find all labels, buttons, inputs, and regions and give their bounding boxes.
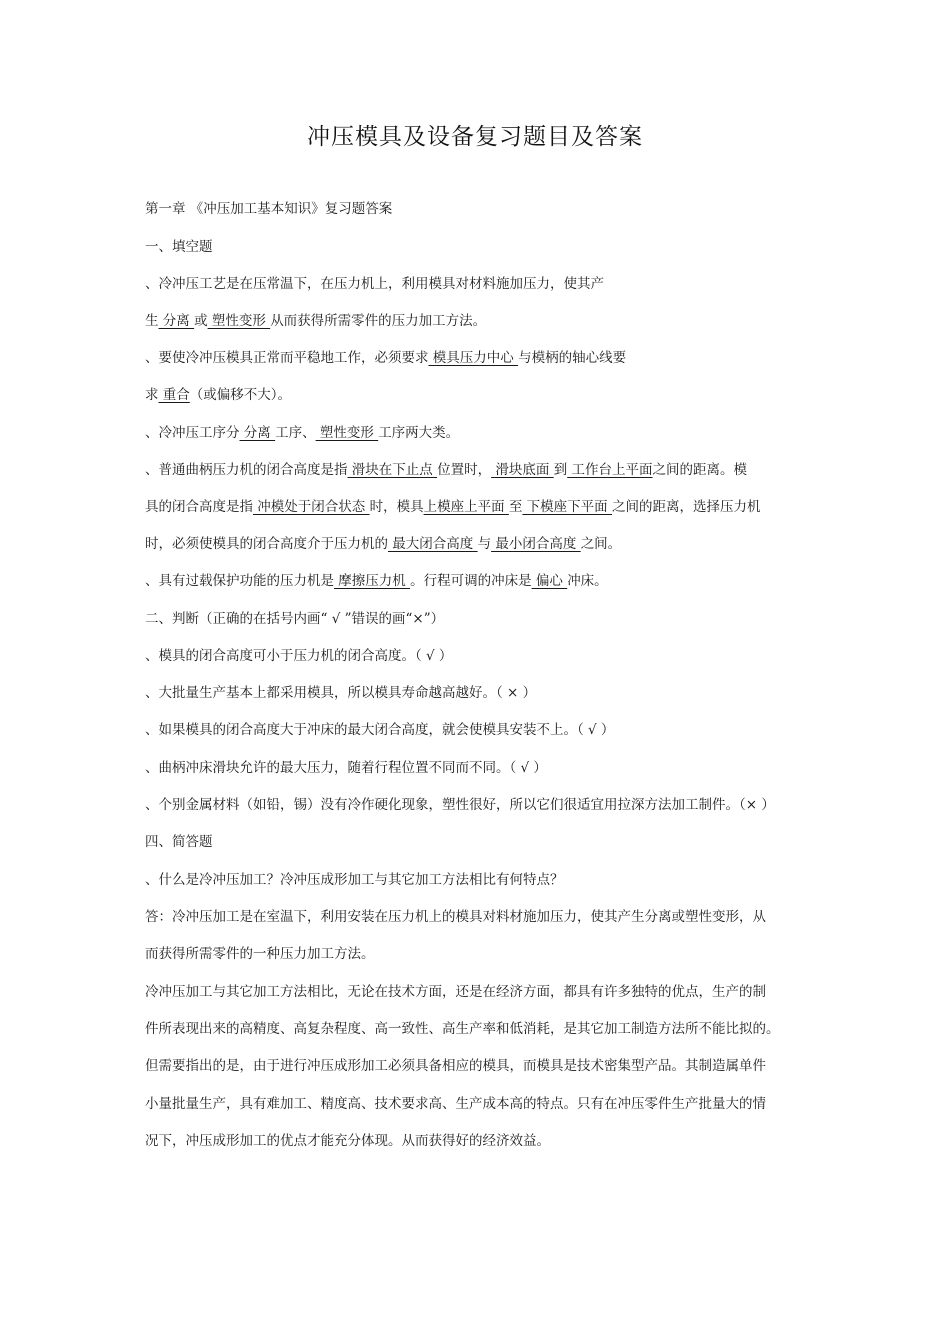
fill-q2-line1: 、要使冷冲压模具正常而平稳地工作，必须要求 模具压力中心 与模柄的轴心线要 (145, 350, 627, 366)
answer-blank: 重合 (158, 387, 190, 403)
section-short-heading: 四、简答题 (145, 834, 213, 850)
answer-blank: 摩擦压力机 (334, 573, 411, 589)
answer-blank: 模具压力中心 (428, 350, 519, 366)
answer-blank: 工作台上平面 (567, 462, 653, 478)
answer-blank: 塑性变形 (207, 313, 271, 329)
fill-q1-line1: 、冷冲压工艺是在压常温下，在压力机上，利用模具对材料施加压力，使其产 (145, 276, 604, 292)
judge-item: 、大批量生产基本上都采用模具，所以模具寿命越高越好。（ × ） (145, 685, 537, 701)
judge-item: 、如果模具的闭合高度大于冲床的最大闭合高度，就会使模具安装不上。（ √ ） (145, 722, 615, 738)
fill-q2-line2: 求 重合（或偏移不大）。 (145, 387, 292, 403)
short-answer-line: 答：冷冲压加工是在室温下，利用安装在压力机上的模具对料材施加压力，使其产生分离或塑性变形，从 (145, 909, 766, 925)
judge-item: 、模具的闭合高度可小于压力机的闭合高度。（ √ ） (145, 648, 453, 664)
fill-q4-line2: 具的闭合高度是指 冲模处于闭合状态 时，模具上模座上平面 至 下模座下平面 之间的距离，选择压力机 (145, 499, 761, 515)
fill-q4-line1: 、普通曲柄压力机的闭合高度是指 滑块在下止点 位置时， 滑块底面 到 工作台上平面之间的距离。模 (145, 462, 747, 478)
short-answer-line: 况下，冲压成形加工的优点才能充分体现。从而获得好的经济效益。 (145, 1133, 550, 1149)
answer-blank: 偏心 (531, 573, 568, 589)
fill-q3: 、冷冲压工序分 分离 工序、 塑性变形 工序两大类。 (145, 425, 460, 441)
chapter-heading: 第一章 《冲压加工基本知识》复习题答案 (145, 201, 393, 217)
short-answer-line: 冷冲压加工与其它加工方法相比，无论在技术方面，还是在经济方面，都具有许多独特的优点，生产的制 (145, 984, 766, 1000)
answer-blank: 上模座上平面 (423, 499, 509, 515)
short-answer-line: 小量批量生产，具有难加工、精度高、技术要求高、生产成本高的特点。只有在冲压零件生产批量大的情 (145, 1096, 766, 1112)
short-answer-line: 件所表现出来的高精度、高复杂程度、高一致性、高生产率和低消耗，是其它加工制造方法所不能比拟的。 (145, 1021, 780, 1037)
answer-blank: 分离 (239, 425, 276, 441)
answer-blank: 下模座下平面 (522, 499, 612, 515)
fill-q4-line3: 时，必须使模具的闭合高度介于压力机的 最大闭合高度 与 最小闭合高度 之间。 (145, 536, 622, 552)
answer-blank: 最小闭合高度 (491, 536, 581, 552)
answer-blank: 塑性变形 (315, 425, 379, 441)
section-fill-heading: 一、填空题 (145, 239, 213, 255)
short-question: 、什么是冷冲压加工？冷冲压成形加工与其它加工方法相比有何特点？ (145, 872, 564, 888)
fill-q1-line2: 生 分离 或 塑性变形 从而获得所需零件的压力加工方法。 (145, 313, 487, 329)
answer-blank: 最大闭合高度 (388, 536, 478, 552)
answer-blank: 冲模处于闭合状态 (253, 499, 370, 515)
answer-blank: 分离 (158, 313, 195, 329)
judge-item: 、曲柄冲床滑块允许的最大压力，随着行程位置不同而不同。（ √ ） (145, 760, 547, 776)
section-judge-heading: 二、判断（正确的在括号内画“ √ ”错误的画“×”） (145, 611, 445, 627)
answer-blank: 滑块底面 (491, 462, 554, 478)
judge-item: 、个别金属材料（如铅，锡）没有冷作硬化现象，塑性很好，所以它们很适宜用拉深方法加工制件。（× ） (145, 797, 775, 813)
short-answer-line: 但需要指出的是，由于进行冲压成形加工必须具备相应的模具，而模具是技术密集型产品。其制造属单件 (145, 1058, 766, 1074)
short-answer-line: 而获得所需零件的一种压力加工方法。 (145, 946, 375, 962)
fill-q5: 、具有过载保护功能的压力机是 摩擦压力机 。行程可调的冲床是 偏心 冲床。 (145, 573, 608, 589)
page-title: 冲压模具及设备复习题目及答案 (307, 124, 643, 150)
answer-blank: 滑块在下止点 (347, 462, 438, 478)
